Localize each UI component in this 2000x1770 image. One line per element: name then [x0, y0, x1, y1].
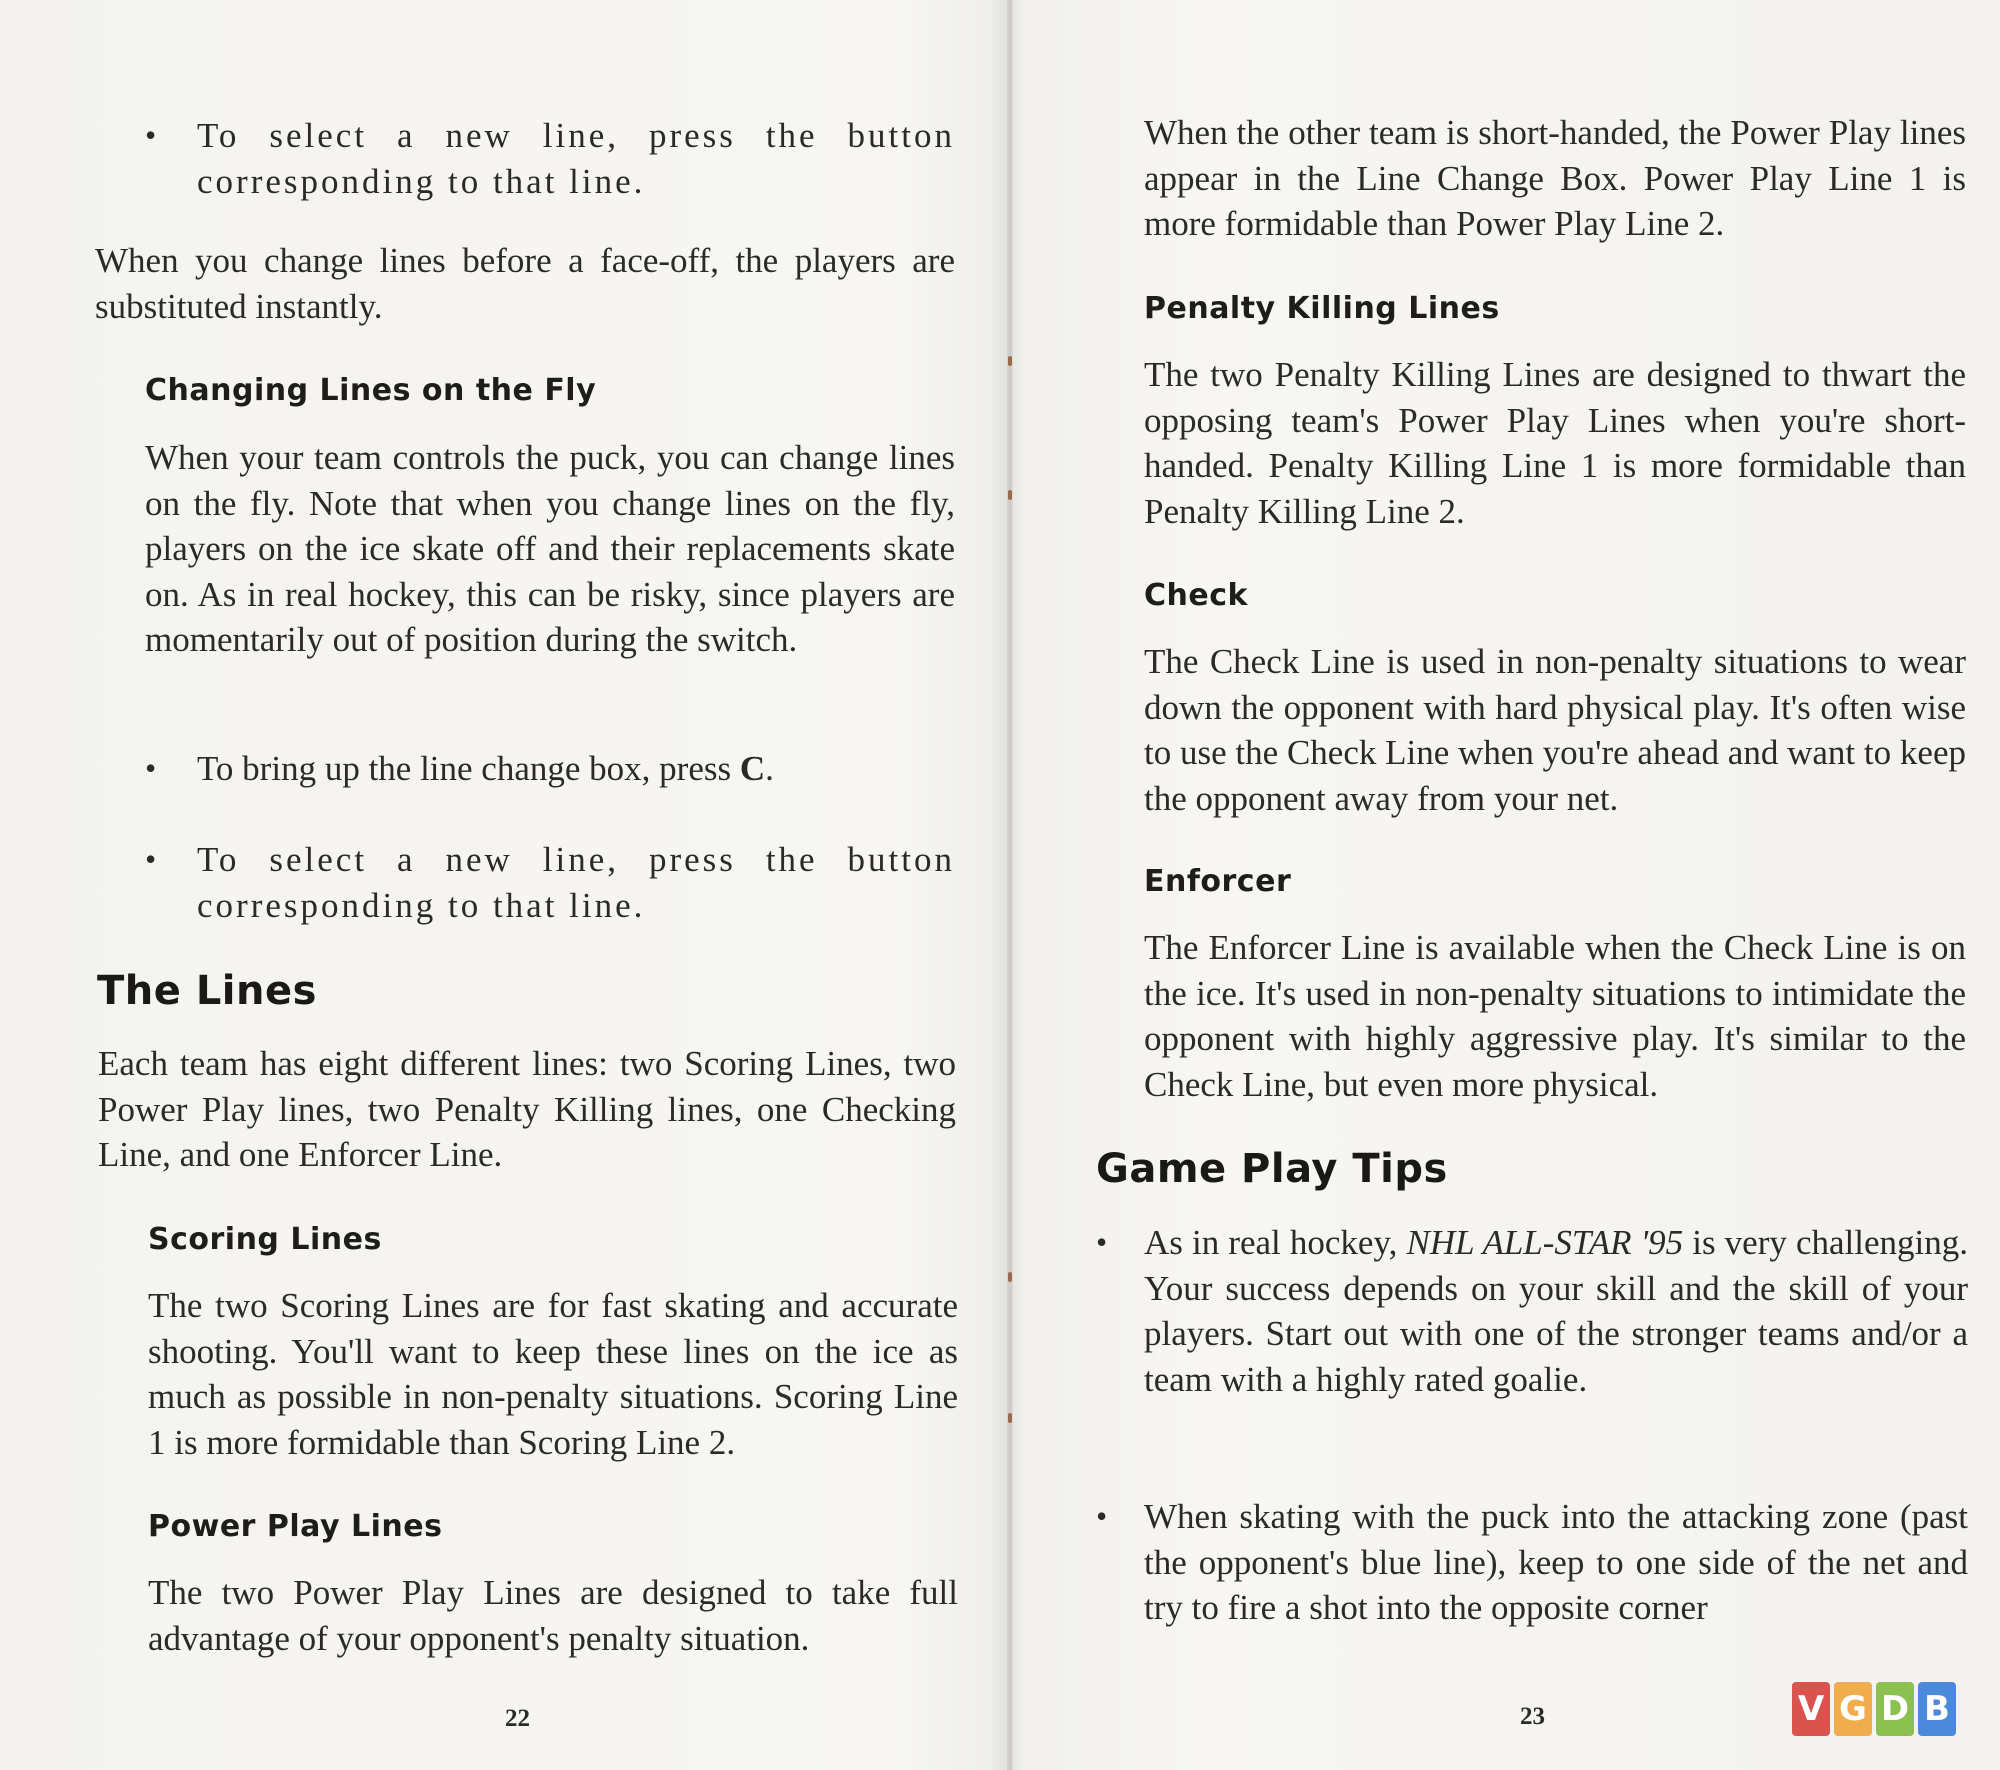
key-c: C — [739, 749, 766, 788]
tip-text: When skating with the puck into the attacking zone (past the opponent's blue line), keep to one side of the net and try to fire a shot into the opposite corner — [1144, 1497, 1968, 1627]
bullet-text — [197, 746, 955, 792]
tip-text — [1144, 1220, 1968, 1402]
bullet-dot-icon: • — [1096, 1224, 1108, 1260]
heading-changing-lines-fly: Changing Lines on the Fly — [145, 373, 597, 408]
page-number-right: 23 — [1520, 1703, 1545, 1730]
game-title: NHL ALL-STAR '95 — [1406, 1223, 1684, 1262]
bullet-text: To select a new line, press the button corresponding to that line. — [197, 840, 955, 925]
scoring-paragraph: The two Scoring Lines are for fast skating and accurate shooting. You'll want to keep these lines on the ice as much as possible in non-penalty situations. Scoring Line 1 is more formidable than Scoring Line 2. — [148, 1286, 958, 1462]
bullet-text-end: . — [765, 749, 774, 788]
enforcer-paragraph: The Enforcer Line is available when the Check Line is on the ice. It's used in non-penalty situations to intimidate the opponent with highly aggressive play. It's similar to the Check Line, but even more physical. — [1144, 928, 1966, 1104]
page-number-left: 22 — [505, 1705, 530, 1732]
intro-paragraph: When you change lines before a face-off, the players are substituted instantly. — [95, 241, 955, 326]
heading-game-play-tips: Game Play Tips — [1096, 1146, 1448, 1192]
check-paragraph: The Check Line is used in non-penalty situations to wear down the opponent with hard physical play. It's often wise to use the Check Line when you're ahead and want to keep the opponent away from your net. — [1144, 642, 1966, 818]
fly-paragraph: When your team controls the puck, you can change lines on the fly. Note that when you change lines on the fly, players on the ice skate off and their replacements skate on. As in real hockey, this can be risky, since players are momentarily out of position during the switch. — [145, 438, 955, 659]
tip-text-start: As in real hockey, — [1144, 1223, 1407, 1262]
shorthanded-paragraph: When the other team is short-handed, the Power Play lines appear in the Line Change Box. Power Play Line 1 is more formidable than Power Play Line 2. — [1144, 113, 1966, 243]
bullet-line-change-box — [145, 746, 955, 792]
lines-paragraph: Each team has eight different lines: two Scoring Lines, two Power Play lines, two Penalty Killing lines, one Checking Line, and one Enforcer Line. — [98, 1044, 956, 1174]
bullet-select-line — [145, 837, 955, 928]
logo-letter: G — [1834, 1682, 1872, 1736]
tip-challenging — [1096, 1220, 1968, 1402]
heading-the-lines: The Lines — [97, 968, 317, 1014]
heading-penalty-killing-lines: Penalty Killing Lines — [1144, 291, 1500, 326]
bullet-dot-icon: • — [145, 750, 157, 786]
logo-letter: D — [1876, 1682, 1914, 1736]
logo-letter: B — [1918, 1682, 1956, 1736]
power-play-paragraph: The two Power Play Lines are designed to take full advantage of your opponent's penalty situation. — [148, 1573, 958, 1658]
tip-attacking-zone — [1096, 1494, 1968, 1631]
bullet-select-line-top — [145, 113, 955, 204]
heading-check: Check — [1144, 578, 1248, 613]
tip-text-end: is very challenging. Your success depends on your skill and the skill of your players. Start out with one of the stronger teams and/or a team with a highly rated goalie. — [1144, 1223, 1969, 1399]
bullet-dot-icon: • — [145, 841, 157, 877]
logo-letter: V — [1792, 1682, 1830, 1736]
bullet-dot-icon: • — [1096, 1498, 1108, 1534]
right-page — [1012, 0, 2000, 1770]
penalty-killing-paragraph: The two Penalty Killing Lines are designed to thwart the opposing team's Power Play Lines when you're short-handed. Penalty Killing Line 1 is more formidable than Penalty Killing Line 2. — [1144, 355, 1966, 531]
heading-enforcer: Enforcer — [1144, 864, 1292, 899]
heading-scoring-lines: Scoring Lines — [148, 1222, 382, 1257]
bullet-text-main: To bring up the line change box, press — [197, 749, 740, 788]
bullet-text: To select a new line, press the button corresponding to that line. — [197, 116, 955, 201]
bullet-dot-icon: • — [145, 117, 157, 153]
heading-power-play-lines: Power Play Lines — [148, 1509, 443, 1544]
vgdb-logo — [1792, 1682, 1960, 1736]
